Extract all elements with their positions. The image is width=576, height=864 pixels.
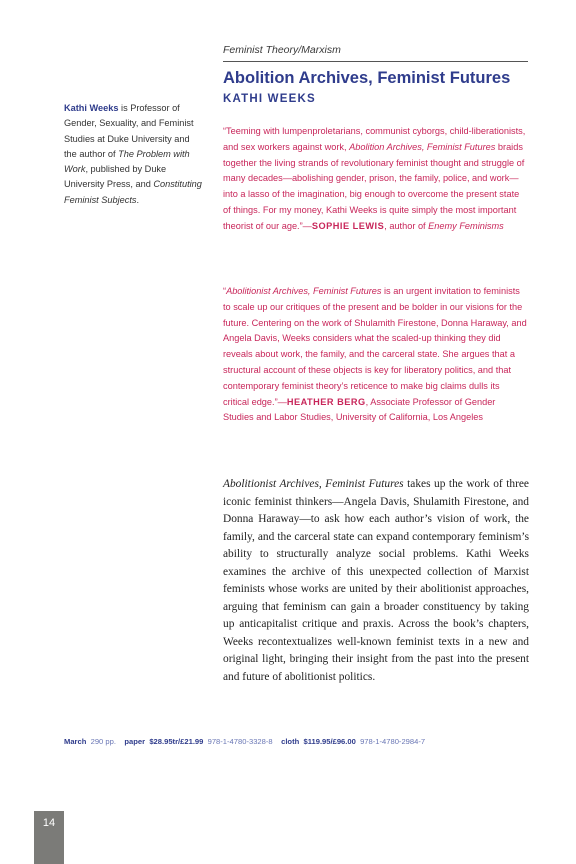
quote-text: , author of xyxy=(384,220,429,231)
quote-text: “ xyxy=(223,286,227,296)
page-number: 14 xyxy=(42,817,56,829)
bio-book-title: The Problem with Work xyxy=(64,148,190,175)
book-author: KATHI WEEKS xyxy=(223,93,316,105)
book-description xyxy=(223,476,529,686)
quote-attribution-name: SOPHIE LEWIS xyxy=(311,220,385,231)
quote-text: is an urgent invitation to feminists to scale up our critiques of the present and be bolder in our visions for the future. Centering on the work of Shulamith Firestone, Donna Haraway, and Angela Davis, Weeks considers what the scaled-up thinking they did reveals about work, the family, and the carceral state. She argues that a structural account of these objects is key for liberatory politics, and that contemporary feminist theory’s reticence to make big claims dulls its critical edge.”— xyxy=(223,286,527,407)
bio-book-title: Constituting Feminist Subjects xyxy=(64,179,202,205)
author-bio xyxy=(64,101,204,208)
pub-cloth-isbn: 978-1-4780-2984-7 xyxy=(360,737,426,746)
description-italic: Abolitionist Archives, Feminist Futures xyxy=(223,478,404,490)
pub-paper-price: $28.95tr/£21.99 xyxy=(149,737,204,746)
quote-text: braids together the living strands of revolutionary feminist thought and struggle of many decades—abolishing gender, prison, the family, police, and work—into a lasso of the imagination, big enough to overcome the present state of things. For my money, Kathi Weeks is quite simply the most important theorist of our age.”— xyxy=(223,141,525,231)
publication-info xyxy=(64,737,425,746)
bio-name: Kathi Weeks xyxy=(64,103,119,113)
bio-text: is Professor of Gender, Sexuality, and Feminist Studies at Duke University and the author of xyxy=(64,103,194,159)
quote-attribution-name: HEATHER BERG xyxy=(286,396,366,407)
pub-pages: 290 pp. xyxy=(90,737,116,746)
bio-text: . xyxy=(136,194,140,205)
header-rule xyxy=(223,61,528,62)
page-number-tab xyxy=(34,811,64,864)
quote-italic: Abolition Archives, Feminist Futures xyxy=(349,141,496,152)
blurb-quote xyxy=(223,284,528,426)
pub-paper-label: paper xyxy=(124,737,146,746)
quote-italic: Enemy Feminisms xyxy=(428,220,504,231)
book-title: Abolition Archives, Feminist Futures xyxy=(223,69,511,87)
pub-month: March xyxy=(64,737,87,746)
quote-text: “Teeming with lumpenproletarians, communist cyborgs, child-liberationists, and sex workers against work, xyxy=(223,126,526,152)
blurb-quote xyxy=(223,124,528,235)
quote-text: , Associate Professor of Gender Studies and Labor Studies, University of California, Los Angeles xyxy=(223,396,496,423)
category-label: Feminist Theory/Marxism xyxy=(223,44,341,56)
quote-italic: Abolitionist Archives, Feminist Futures xyxy=(226,286,382,296)
bio-text: , published by Duke University Press, and xyxy=(64,164,167,190)
pub-cloth-label: cloth xyxy=(281,737,300,746)
pub-cloth-price: $119.95/£96.00 xyxy=(303,737,356,746)
pub-paper-isbn: 978-1-4780-3328-8 xyxy=(207,737,273,746)
description-text: takes up the work of three iconic feminist thinkers—Angela Davis, Shulamith Firestone, and Donna Haraway—to ask how each author’s vision of work, the family, and the carceral state can expand contemporary feminism’s ability to structurally analyze social problems. Kathi Weeks examines the archive of this unexpected collection of Marxist feminists whose works are united by their abolitionist approaches, arguing that feminism can gain a broader constituency by taking up anticapitalist critique and praxis. Across the book’s chapters, Weeks recontextualizes well-known feminist texts in a new and original light, bringing their insight from the past into the present and future of abolitionist politics. xyxy=(223,478,529,683)
